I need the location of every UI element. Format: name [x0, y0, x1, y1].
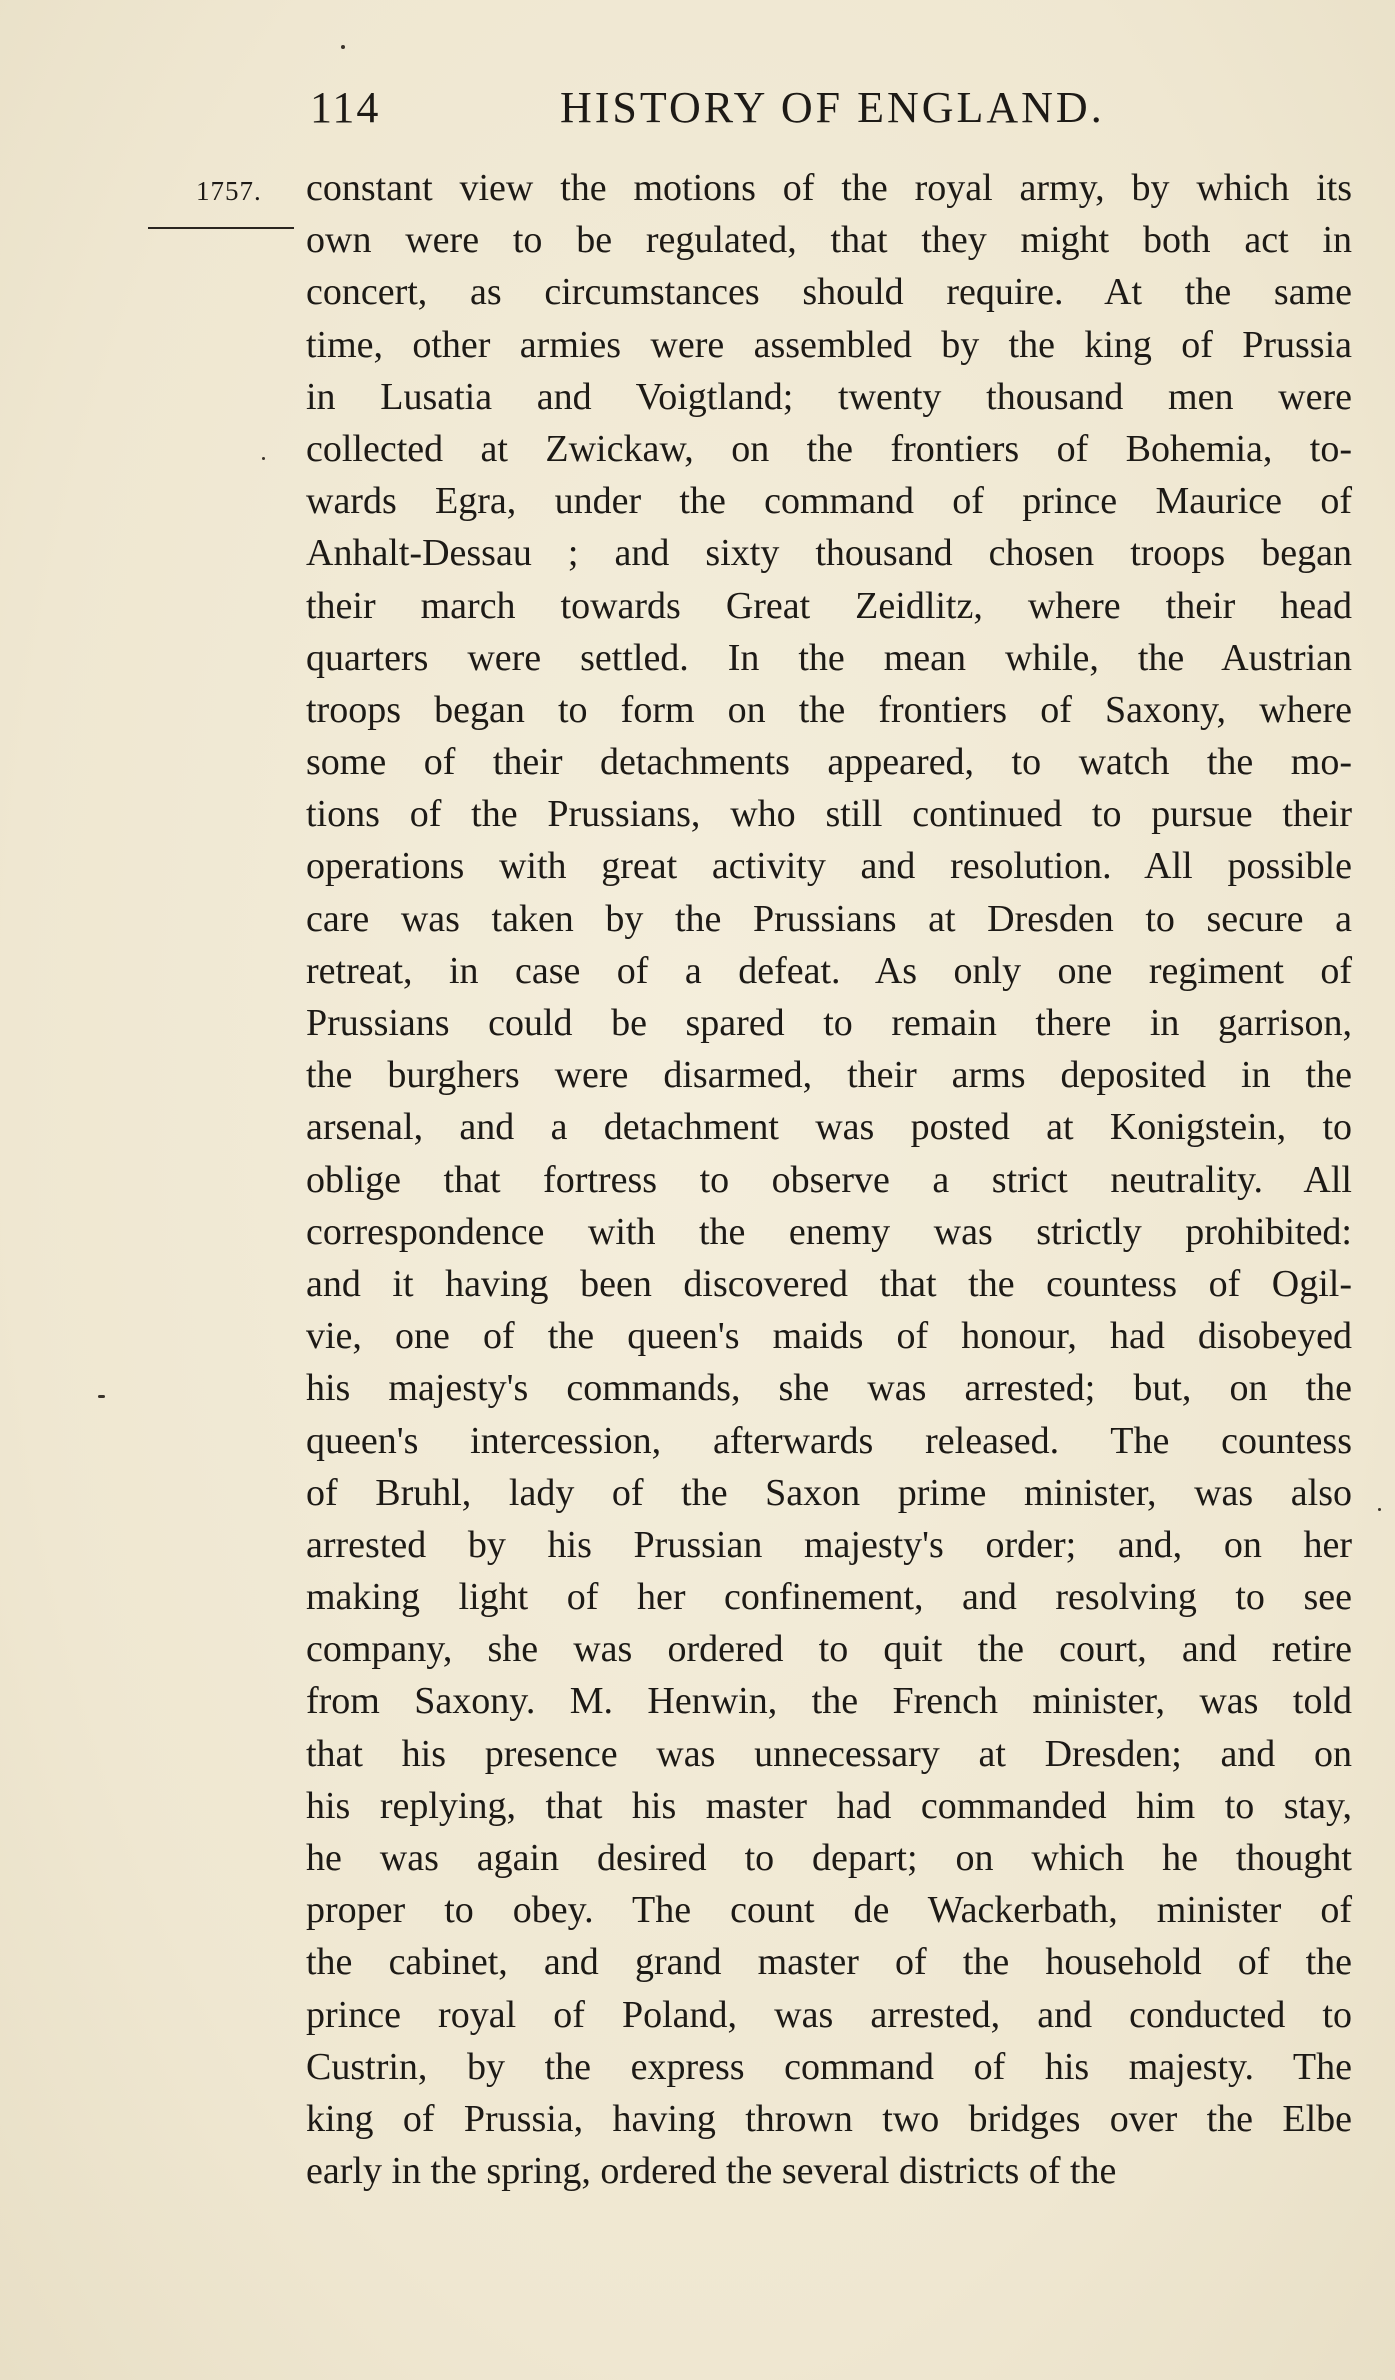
- text-line: queen's intercession, afterwards released. The countess: [306, 1419, 1352, 1462]
- text-line: Prussians could be spared to remain there in garrison,: [306, 1002, 1352, 1044]
- text-line: company, she was ordered to quit the court, and retire: [306, 1628, 1352, 1671]
- text-line: in Lusatia and Voigtland; twenty thousand men were: [306, 375, 1352, 418]
- text-line: he was again desired to depart; on which he thought: [306, 1837, 1352, 1879]
- text-line: and it having been discovered that the countess of Ogil-: [306, 1262, 1352, 1305]
- text-line: collected at Zwickaw, on the frontiers of Bohemia, to-: [306, 427, 1352, 470]
- text-line: operations with great activity and resolution. All possible: [306, 845, 1352, 888]
- text-line: Custrin, by the express command of his majesty. The: [306, 2045, 1352, 2088]
- text-line: early in the spring, ordered the several districts of the: [306, 2150, 1117, 2193]
- text-line: concert, as circumstances should require. At the same: [306, 271, 1352, 314]
- text-line: of Bruhl, lady of the Saxon prime minister, was also: [306, 1471, 1352, 1514]
- running-title: HISTORY OF ENGLAND.: [560, 83, 1105, 132]
- text-line: tions of the Prussians, who still continued to pursue their: [306, 793, 1352, 836]
- text-line: the cabinet, and grand master of the household of the: [306, 1941, 1352, 1984]
- margin-rule: [148, 227, 294, 229]
- text-line: care was taken by the Prussians at Dresden to secure a: [306, 897, 1352, 940]
- text-line: king of Prussia, having thrown two bridges over the Elbe: [306, 2097, 1352, 2140]
- body-text: [306, 162, 1352, 2197]
- paper-speck: [1378, 1508, 1381, 1511]
- text-line: making light of her confinement, and resolving to see: [306, 1576, 1352, 1619]
- text-line: troops began to form on the frontiers of Saxony, where: [306, 688, 1352, 731]
- text-line: constant view the motions of the royal army, by which its: [306, 167, 1352, 209]
- text-line: wards Egra, under the command of prince Maurice of: [306, 480, 1352, 523]
- text-line: that his presence was unnecessary at Dresden; and on: [306, 1732, 1352, 1775]
- text-line: their march towards Great Zeidlitz, where their head: [306, 584, 1352, 627]
- text-line: retreat, in case of a defeat. As only one regiment of: [306, 949, 1352, 992]
- text-line: time, other armies were assembled by the king of Prussia: [306, 323, 1352, 366]
- paper-speck: [262, 457, 265, 460]
- paper-speck: [98, 1395, 105, 1398]
- text-line: arsenal, and a detachment was posted at Konigstein, to: [306, 1106, 1352, 1149]
- text-line: correspondence with the enemy was strictly prohibited:: [306, 1210, 1352, 1253]
- text-line: own were to be regulated, that they might both act in: [306, 219, 1352, 262]
- page-number: 114: [310, 83, 381, 132]
- text-line: Anhalt-Dessau ; and sixty thousand chosen troops began: [306, 532, 1352, 575]
- text-line: vie, one of the queen's maids of honour, had disobeyed: [306, 1315, 1352, 1358]
- margin-year-note: 1757.: [196, 176, 262, 206]
- text-line: his majesty's commands, she was arrested; but, on the: [306, 1367, 1352, 1410]
- text-line: prince royal of Poland, was arrested, and conducted to: [306, 1993, 1352, 2036]
- running-head: [310, 82, 1190, 142]
- paper-speck: [341, 45, 345, 49]
- text-line: his replying, that his master had commanded him to stay,: [306, 1784, 1352, 1827]
- text-line: quarters were settled. In the mean while, the Austrian: [306, 636, 1352, 679]
- text-line: some of their detachments appeared, to watch the mo-: [306, 741, 1352, 784]
- text-line: oblige that fortress to observe a strict neutrality. All: [306, 1158, 1352, 1201]
- text-line: the burghers were disarmed, their arms deposited in the: [306, 1054, 1352, 1097]
- text-line: arrested by his Prussian majesty's order; and, on her: [306, 1523, 1352, 1566]
- text-line: from Saxony. M. Henwin, the French minister, was told: [306, 1680, 1352, 1723]
- text-line: proper to obey. The count de Wackerbath, minister of: [306, 1889, 1352, 1932]
